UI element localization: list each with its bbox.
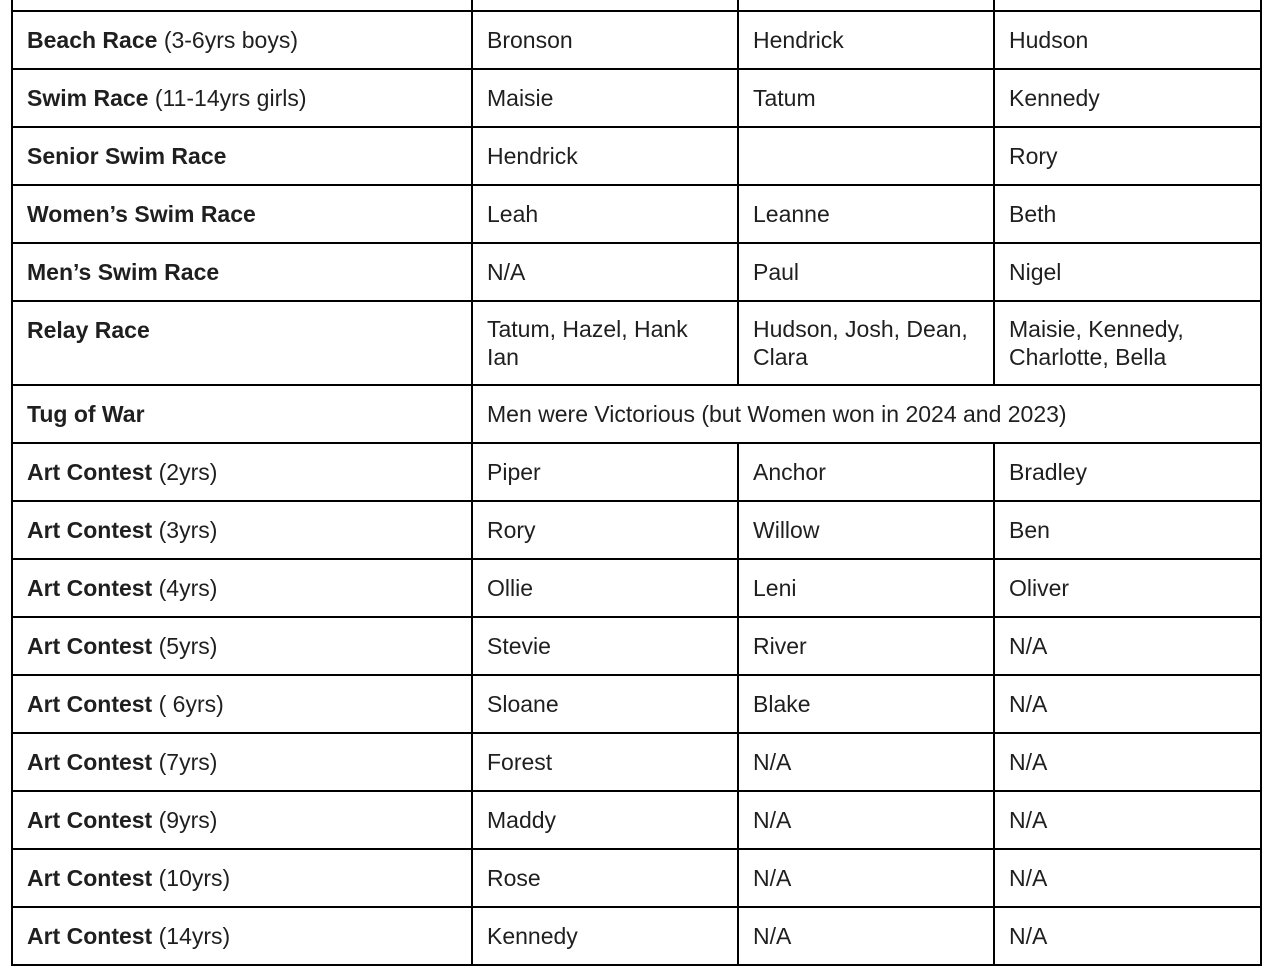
event-cell	[12, 501, 472, 559]
second-place-cell	[738, 127, 994, 185]
event-name: Art Contest	[27, 923, 153, 949]
event-qualifier: ( 6yrs)	[158, 691, 224, 717]
event-cell	[12, 733, 472, 791]
event-name: Art Contest	[27, 517, 153, 543]
event-qualifier: (14yrs)	[158, 923, 231, 949]
first-place-cell: Piper	[472, 443, 738, 501]
event-cell	[12, 69, 472, 127]
event-name: Swim Race	[27, 85, 149, 111]
table-row	[12, 127, 1261, 185]
second-place-cell: Anchor	[738, 443, 994, 501]
event-cell	[12, 301, 472, 385]
event-cell	[12, 617, 472, 675]
second-place-cell: Blake	[738, 675, 994, 733]
event-cell	[12, 675, 472, 733]
table-row	[12, 185, 1261, 243]
third-place-cell: Rory	[994, 127, 1261, 185]
event-qualifier: (9yrs)	[158, 807, 218, 833]
table-row	[12, 243, 1261, 301]
second-place-cell: Hudson, Josh, Dean, Clara	[738, 301, 994, 385]
event-name: Men’s Swim Race	[27, 259, 220, 285]
second-place-cell: N/A	[738, 907, 994, 965]
event-cell	[12, 11, 472, 69]
event-name: Art Contest	[27, 459, 153, 485]
event-cell	[12, 791, 472, 849]
table-row	[12, 501, 1261, 559]
event-name: Beach Race	[27, 27, 158, 53]
event-qualifier: (7yrs)	[158, 749, 218, 775]
event-name: Art Contest	[27, 865, 153, 891]
table-row	[12, 791, 1261, 849]
table-row	[12, 11, 1261, 69]
third-place-cell: N/A	[994, 733, 1261, 791]
first-place-cell: Hendrick	[472, 127, 738, 185]
table-row	[12, 385, 1261, 443]
second-place-cell: Tatum	[738, 69, 994, 127]
event-cell	[12, 849, 472, 907]
third-place-cell: Maisie, Kennedy, Charlotte, Bella	[994, 301, 1261, 385]
first-place-cell: Maisie	[472, 69, 738, 127]
event-qualifier: (4yrs)	[158, 575, 218, 601]
event-name: Art Contest	[27, 807, 153, 833]
second-place-cell: N/A	[738, 849, 994, 907]
third-place-cell: Bradley	[994, 443, 1261, 501]
event-name: Art Contest	[27, 575, 153, 601]
event-name: Women’s Swim Race	[27, 201, 256, 227]
third-place-cell: N/A	[994, 617, 1261, 675]
event-name: Tug of War	[27, 401, 145, 427]
event-qualifier: (11-14yrs girls)	[154, 85, 307, 111]
event-cell	[12, 443, 472, 501]
third-place-cell: N/A	[994, 675, 1261, 733]
event-cell	[12, 559, 472, 617]
first-place-cell: Leah	[472, 185, 738, 243]
event-cell	[12, 385, 472, 443]
second-place-cell: Leanne	[738, 185, 994, 243]
results-table	[11, 0, 1262, 966]
first-place-cell: Sloane	[472, 675, 738, 733]
second-place-cell: N/A	[738, 733, 994, 791]
first-place-cell: N/A	[472, 243, 738, 301]
table-row	[12, 301, 1261, 385]
first-place-cell: Tatum, Hazel, Hank Ian	[472, 301, 738, 385]
third-place-cell: Beth	[994, 185, 1261, 243]
third-place-cell: Hudson	[994, 11, 1261, 69]
second-place-cell: Paul	[738, 243, 994, 301]
third-place-cell: Oliver	[994, 559, 1261, 617]
table-row-cut-off	[12, 0, 1261, 11]
third-place-cell: N/A	[994, 791, 1261, 849]
event-qualifier: (3-6yrs boys)	[163, 27, 299, 53]
event-qualifier: (10yrs)	[158, 865, 231, 891]
third-place-cell: N/A	[994, 907, 1261, 965]
first-place-cell: Bronson	[472, 11, 738, 69]
table-row	[12, 559, 1261, 617]
second-place-cell: River	[738, 617, 994, 675]
event-cell	[12, 185, 472, 243]
table-row	[12, 849, 1261, 907]
first-place-cell: Forest	[472, 733, 738, 791]
first-place-cell: Rose	[472, 849, 738, 907]
event-name: Art Contest	[27, 691, 153, 717]
third-place-cell: Nigel	[994, 243, 1261, 301]
event-name: Relay Race	[27, 317, 150, 343]
table-row	[12, 69, 1261, 127]
table-row	[12, 675, 1261, 733]
second-place-cell: Willow	[738, 501, 994, 559]
first-place-cell: Rory	[472, 501, 738, 559]
second-place-cell: Leni	[738, 559, 994, 617]
merged-result-cell: Men were Victorious (but Women won in 2024 and 2023)	[472, 385, 1261, 443]
third-place-cell: Kennedy	[994, 69, 1261, 127]
first-place-cell: Ollie	[472, 559, 738, 617]
table-row	[12, 617, 1261, 675]
event-qualifier: (2yrs)	[158, 459, 218, 485]
event-name: Art Contest	[27, 749, 153, 775]
first-place-cell: Kennedy	[472, 907, 738, 965]
event-qualifier: (3yrs)	[158, 517, 218, 543]
event-cell	[12, 907, 472, 965]
third-place-cell: N/A	[994, 849, 1261, 907]
table-row	[12, 907, 1261, 965]
second-place-cell: Hendrick	[738, 11, 994, 69]
event-name: Senior Swim Race	[27, 143, 227, 169]
event-qualifier: (5yrs)	[158, 633, 218, 659]
event-name: Art Contest	[27, 633, 153, 659]
event-cell	[12, 243, 472, 301]
second-place-cell: N/A	[738, 791, 994, 849]
first-place-cell: Stevie	[472, 617, 738, 675]
table-row	[12, 733, 1261, 791]
third-place-cell: Ben	[994, 501, 1261, 559]
table-row	[12, 443, 1261, 501]
event-cell	[12, 127, 472, 185]
first-place-cell: Maddy	[472, 791, 738, 849]
